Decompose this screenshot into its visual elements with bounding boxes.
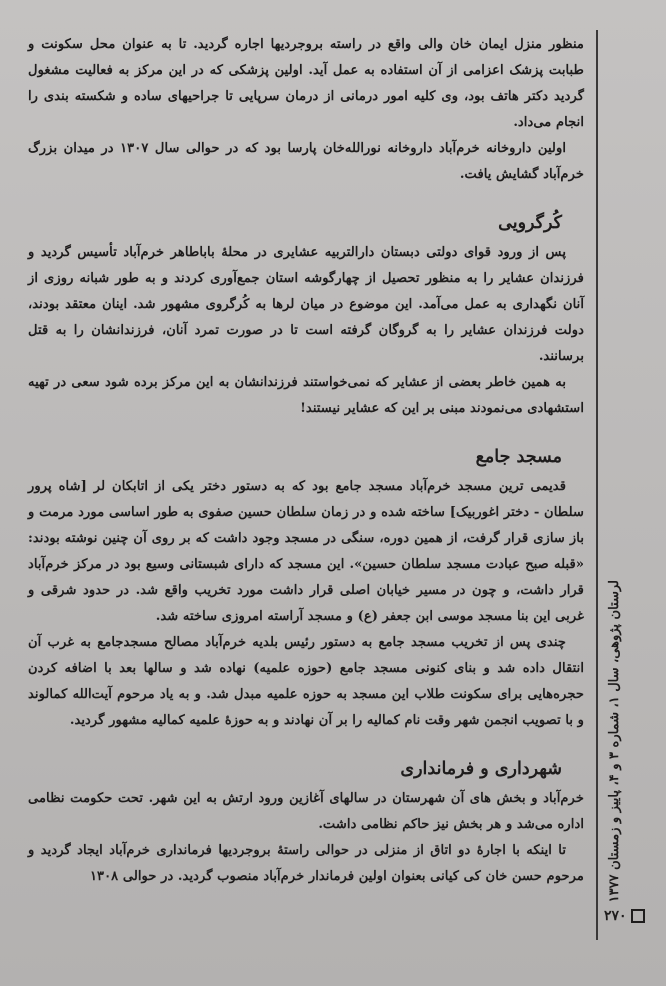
square-marker-icon [631, 909, 645, 923]
page-number-block [604, 908, 645, 924]
paragraph-top-2: اولین داروخانه خرم‌آباد داروخانه نورالله‌خان پارسا بود که در حوالی سال ۱۳۰۷ در میدان بزرگ خرم‌آباد گشایش یافت. [28, 141, 584, 182]
paragraph-top-1: منظور منزل ایمان خان والی واقع در راسته بروجردیها اجاره گردید. تا به عنوان محل سکونت و طبابت پزشک اعزامی از آن استفاده به عمل آید. اولین پزشکی که در این مرکز به فعالیت مشغول گردید دکتر هاتف بود، وی کلیه امور درمانی از درمان سرپایی تا جراحیهای ساده و شکسته بندی را انجام می‌داد. [28, 37, 584, 130]
paragraph-shahrdari-1: خرم‌آباد و بخش های آن شهرستان در سالهای آغازین ورود ارتش به این شهر. تحت حکومت نظامی اداره می‌شد و هر بخش نیز حاکم نظامی داشت. [28, 791, 584, 832]
paragraph-kor-geroei-1: پس از ورود قوای دولتی دبستان دارالتربیه عشایری در محلهٔ باباطاهر خرم‌آباد تأسیس گردید و فرزندان عشایر را به منظور تحصیل از چهارگوشه استان جمع‌آوری کردند و به طور شبانه روزی از آنان نگهداری به عمل می‌آمد. این موضوع در میان لرها به کُرگروی مشهور شد. اینان معتقد بودند، دولت فرزندان عشایر را به گروگان گرفته است تا در صورت تمرد آنان، فرزندانشان را به قتل برسانند. [28, 245, 584, 364]
heading-shahrdari: شهرداری و فرمانداری [400, 759, 562, 779]
page-number: ۲۷۰ [604, 908, 627, 924]
paragraph-masjed-jame-2: چندی پس از تخریب مسجد جامع به دستور رئیس بلدیه خرم‌آباد مصالح مسجدجامع به غرب آن انتقال داده شد و بنای کنونی مسجد جامع (حوزه علمیه) نهاده شد و سالها بعد با اضافه کردن حجره‌هایی برای سکونت طلاب این مسجد به حوزه علمیه مبدل شد. و به یاد مرحوم آیت‌الله کمالوند و با تصویب انجمن شهر وقت نام کمالیه را بر آن نهادند و به حوزهٔ علمیه کمالیه مشهور گردید. [28, 635, 584, 728]
paragraph-shahrdari-2: تا اینکه با اجارهٔ دو اتاق از منزلی در حوالی راستهٔ بروجردیها فرمانداری خرم‌آباد ایجاد گردید و مرحوم حسن خان کی کیانی بعنوان اولین فرماندار خرم‌آباد منصوب گردید. در حوالی ۱۳۰۸ [28, 843, 584, 884]
heading-masjed-jame: مسجد جامع [475, 447, 562, 467]
paragraph-masjed-jame-1: قدیمی ترین مسجد خرم‌آباد مسجد جامع بود که به دستور دختر یکی از اتابکان لر [شاه پرور سلطان - دختر اغوربیک] ساخته شده و در زمان سلطان حسین صفوی به طور اساسی مورد مرمت و باز سازی قرار گرفت، از همین دوره، سنگی در مسجد وجود داشت که بر روی آن چنین نوشته بودند: «قبله صبح عبادت مسجد سلطان حسین». این مسجد که دارای شبستانی وسیع بود در مرکز خرم‌آباد قرار داشت، و چون در مسیر خیابان اصلی قرار داشت مورد تخریب واقع شد. در حدود شرقی و غربی این بنا مسجد موسی ابن جعفر (ع) و مسجد آراسته امروزی ساخته شد. [28, 479, 584, 624]
running-head: لرستان پژوهی، سال ۱، شماره ۳ و ۴، پاییز و زمستان ۱۳۷۷ [607, 580, 622, 903]
heading-kor-geroei: کُرگرویی [498, 213, 562, 233]
main-text-column [28, 32, 584, 890]
margin-divider-line [596, 30, 598, 940]
paragraph-kor-geroei-2: به همین خاطر بعضی از عشایر که نمی‌خواستند فرزندانشان به این مرکز برده شود سعی در تهیه استشهادی می‌نمودند مبنی بر این که عشایر نیستند! [28, 375, 584, 416]
